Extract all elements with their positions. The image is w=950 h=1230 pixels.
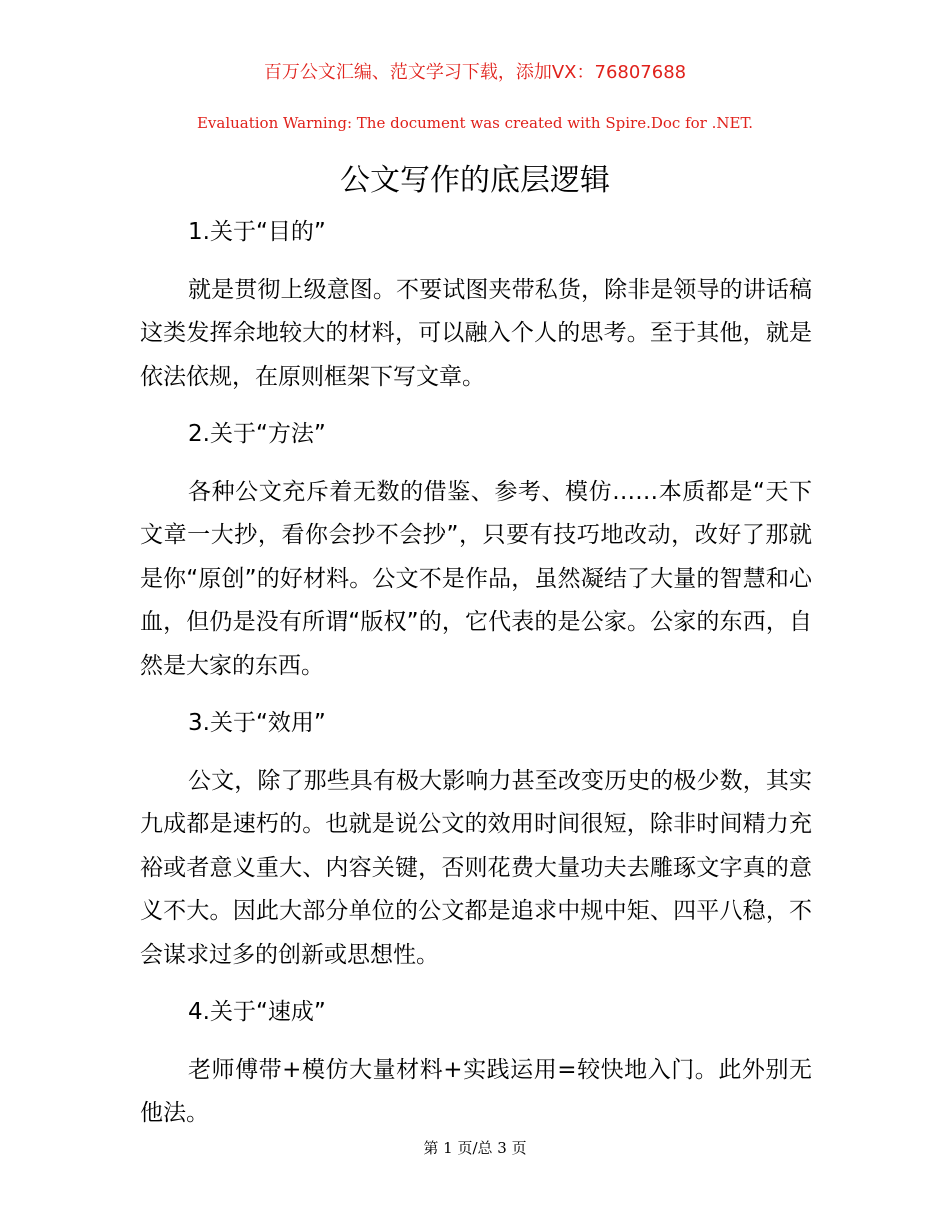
header-banner: 百万公文汇编、范文学习下载，添加VX：76807688 — [263, 62, 687, 83]
paragraph: 就是贯彻上级意图。不要试图夹带私货，除非是领导的讲话稿这类发挥余地较大的材料，可以融入个人的思考。至于其他，就是依法依规，在原则框架下写文章。 — [140, 276, 812, 390]
section-heading: 1.关于“目的” — [188, 219, 326, 245]
paragraph: 各种公文充斥着无数的借鉴、参考、模仿……本质都是“天下文章一大抄，看你会抄不会抄”，只要有技巧地改动，改好了那就是你“原创”的好材料。公文不是作品，虽然凝结了大量的智慧和心血，但仍是没有所谓“版权”的，它代表的是公家。公家的东西，自然是大家的东西。 — [140, 478, 812, 679]
evaluation-warning: Evaluation Warning: The document was created with Spire.Doc for .NET. — [196, 114, 754, 132]
document-title: 公文写作的底层逻辑 — [340, 163, 610, 198]
section-heading: 2.关于“方法” — [188, 421, 326, 447]
section-heading: 4.关于“速成” — [188, 999, 326, 1025]
page-number: 第 1 页/总 3 页 — [423, 1139, 527, 1157]
document-body — [140, 211, 812, 1136]
paragraph: 老师傅带+模仿大量材料+实践运用=较快地入门。此外别无他法。 — [140, 1056, 812, 1126]
section-heading: 3.关于“效用” — [188, 710, 326, 736]
paragraph: 公文，除了那些具有极大影响力甚至改变历史的极少数，其实九成都是速朽的。也就是说公文的效用时间很短，除非时间精力充裕或者意义重大、内容关键，否则花费大量功夫去雕琢文字真的意义不大。因此大部分单位的公文都是追求中规中矩、四平八稳，不会谋求过多的创新或思想性。 — [140, 767, 812, 968]
